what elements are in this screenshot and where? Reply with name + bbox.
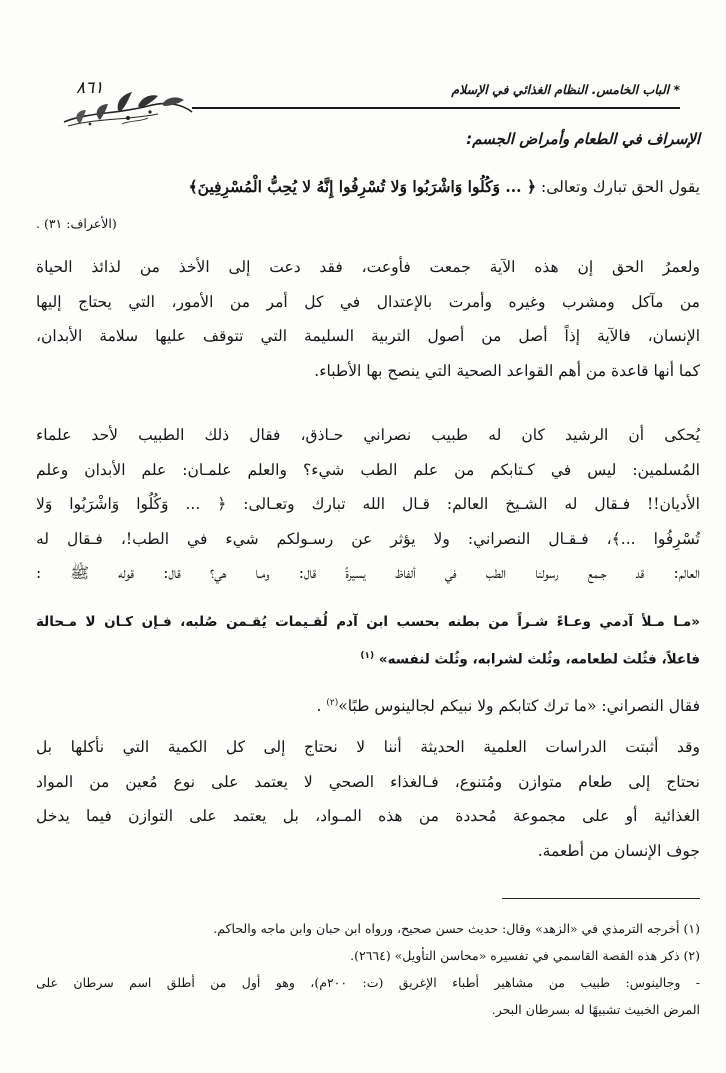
paragraph-line: ولعمرُ الحق إن هذه الآية جمعت فأوعت، فقد دعت إلى الأخذ من لذائذ الحياة bbox=[36, 258, 700, 276]
paragraph-line: وقد أثبتت الدراسات العلمية الحديثة أننا لا نحتاج إلى كل الكمية التي نأكلها بل bbox=[36, 738, 700, 756]
paragraph-line: تُسْرِفُوا ...﴾، فـقـال النصراني: ولا يؤثر عن رسـولكم شيء في الطب!، فـقال له bbox=[36, 529, 700, 548]
paragraph-line: العالم: قد جـمع رسولنا الطب في ألفاظ يسيرةً قال: ومـا هي؟ قال: قوله ﷺ : bbox=[36, 564, 700, 582]
footnote-4: المرض الخبيث تشبيهًا له بسرطان البحر. bbox=[491, 1002, 700, 1017]
footnote-mark-2: (٢) bbox=[326, 698, 339, 708]
paragraph-line: من مآكل ومشرب وغيره وأمرت بالإعتدال في كل أمر من الأمور، التي يحتاج إليها bbox=[36, 292, 700, 311]
paragraph-3: فقال النصراني: «ما ترك كتابكم ولا نبيكم لجالينوس طبًا»$^{(٢)}$ . bbox=[316, 697, 700, 716]
paragraph-line: نحتاج إلى طعام متوازن ومُتنوع، فـالغذاء الصحي لا يعتمد على نوع مُعين من المواد bbox=[36, 772, 700, 791]
hadith-line-2 bbox=[36, 640, 700, 676]
paragraph-line: كما أنها قاعدة من أهم القواعد الصحية التي ينصح بها الأطباء. bbox=[314, 361, 700, 380]
footnote-3: - وجالينوس: طبيب من مشاهير أطباء الإغريق (ت: ٢٠٠م)، وهو أول من أطلق اسم سرطان على bbox=[36, 975, 700, 990]
paragraph-line: المُسلمين: ليس في كـتابكم من علم الطب شيء؟ والعلم علمـان: علم الأبدان وعلم bbox=[36, 460, 700, 479]
page-number: ٨٦١ bbox=[76, 78, 104, 98]
verse-intro bbox=[36, 172, 700, 202]
footnote-1: (١) أخرجه الترمذي في «الزهد» وقال: حديث حسن صحيح، ورواه ابن حبان وابن ماجه والحاكم. bbox=[213, 921, 700, 936]
header-rule bbox=[192, 107, 680, 109]
paragraph-line: يُحكى أن الرشيد كان له طبيب نصراني حـاذق، فقال ذلك الطبيب لأحد علماء bbox=[36, 426, 700, 444]
paragraph-1 bbox=[36, 250, 700, 388]
section-title: الإسراف في الطعام وأمراض الجسم: bbox=[466, 130, 700, 148]
paragraph-line: جوف الإنسان من أطعمة. bbox=[537, 841, 700, 860]
paragraph-2 bbox=[36, 418, 700, 591]
footnote-mark-1: (١) bbox=[360, 651, 375, 661]
page-header bbox=[58, 74, 680, 132]
verse-intro-prefix: يقول الحق تبارك وتعالى: bbox=[536, 178, 700, 196]
footnote-2: (٢) ذكر هذه القصة القاسمي في تفسيره «محاسن التأويل» (٢٦٦٤). bbox=[350, 948, 700, 963]
paragraph-4 bbox=[36, 730, 700, 868]
paragraph-line: الأديان!! فـقال له الشـيخ العالم: قـال الله تبارك وتعـالى: ﴿ ... وَكُلُوا وَاشْرَبُوا وَلا bbox=[36, 495, 700, 513]
paragraph-line: الغذائية أو على مجموعة مُحددة من هذه المـواد، بل يعتمد على التوازن فيما يدخل bbox=[36, 807, 700, 825]
hadith-text: فاعلاً، فثُلث لطعامه، وثُلث لشرابه، وثُلث لنفسه» bbox=[378, 651, 700, 668]
running-head: * الباب الخامس. النظام الغذائي في الإسلام bbox=[451, 82, 680, 97]
hadith-line-1: «مـا مـلأ آدمي وعـاءً شـراً من بطنه بحسب ابن آدم لُقـيمات يُقـمن صُلبه، فـإن كـان لا مـحالة bbox=[36, 614, 700, 630]
paragraph-line: الإنسان، فالآية إذاً أصل من أصول التربية السليمة التي تتوقف عليها سلامة الأبدان، bbox=[36, 327, 700, 345]
verse-reference: (الأعراف: ٣١) . bbox=[36, 216, 117, 231]
footnote-rule bbox=[502, 898, 700, 899]
paragraph-3-text: فقال النصراني: «ما ترك كتابكم ولا نبيكم لجالينوس طبًا» bbox=[338, 697, 700, 716]
quran-verse: ﴿ ... وَكُلُوا وَاشْرَبُوا وَلا تُسْرِفُوا إِنَّهُ لا يُحِبُّ الْمُسْرِفِينَ﴾ bbox=[188, 177, 537, 196]
footnotes bbox=[36, 915, 700, 1023]
